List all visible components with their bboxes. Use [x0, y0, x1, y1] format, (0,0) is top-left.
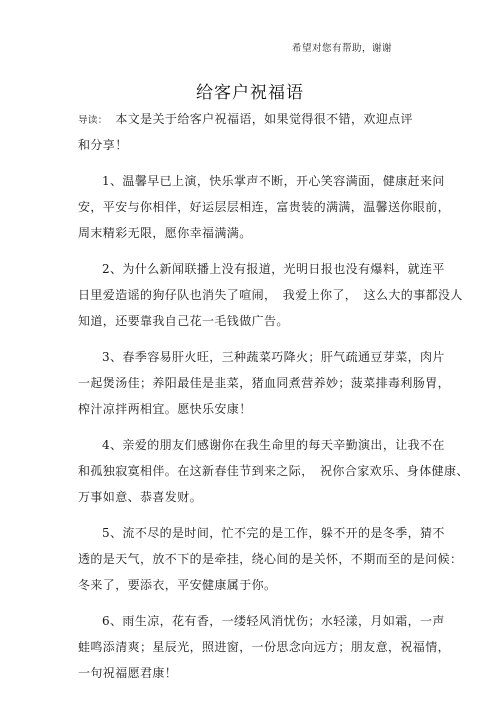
intro-line	[78, 106, 426, 132]
paragraph-line: 万事如意、恭喜发财。	[78, 490, 203, 504]
intro	[78, 106, 426, 158]
paragraph-line: 蛙鸣添清爽；星辰光，照进窗，一份思念向远方；朋友意，祝福情，	[78, 640, 451, 654]
document-body	[78, 106, 469, 686]
intro-label: 导读：	[78, 115, 103, 126]
document-title: 给客户祝福语	[196, 83, 304, 103]
paragraph-line: 一起煲汤佳；养阳最佳是韭菜，猪血同煮营养妙；菠菜排毒利肠胃，	[78, 376, 451, 390]
paragraph-line: 安，平安与你相伴，好运层层相连，富贵装的满满，温馨送你眼前，	[78, 200, 451, 214]
intro-text: 本文是关于给客户祝福语，如果觉得很不错，欢迎点评	[115, 112, 413, 126]
paragraph-line: 榨汁凉拌两相宜。愿快乐安康！	[78, 402, 252, 416]
paragraph-1	[78, 168, 451, 246]
paragraph-line: 冬来了，要添衣，平安健康属于你。	[78, 578, 277, 592]
paragraph-5	[78, 520, 463, 598]
paragraph-6	[78, 608, 451, 686]
paragraph-line: 日里爱造谣的狗仔队也消失了喧闹， 我爱上你了， 这么大的事都没人	[78, 288, 463, 302]
paragraph-gap	[78, 246, 426, 256]
paragraph-3	[78, 344, 451, 422]
paragraph-line: 一句祝福愿君康！	[78, 666, 178, 680]
header-note: 希望对您有帮助，谢谢	[292, 43, 393, 54]
paragraph-gap	[78, 422, 426, 432]
paragraph-2	[78, 256, 463, 334]
paragraph-line: 4、亲爱的朋友们感谢你在我生命里的每天辛勤演出，让我不在	[102, 438, 445, 452]
paragraph-line: 6、雨生凉，花有香，一缕轻风消忧伤；水轻漾，月如霜，一声	[102, 614, 445, 628]
paragraph-line: 2、为什么新闻联播上没有报道，光明日报也没有爆料，就连平	[102, 262, 445, 276]
paragraph-gap	[78, 598, 426, 608]
paragraph-gap	[78, 334, 426, 344]
paragraph-line: 3、春季容易肝火旺，三种蔬菜巧降火；肝气疏通豆芽菜，肉片	[102, 350, 445, 364]
paragraph-gap	[78, 158, 426, 168]
paragraph-gap	[78, 510, 426, 520]
paragraph-line: 5、流不尽的是时间，忙不完的是工作，躲不开的是冬季，猜不	[102, 526, 445, 540]
paragraph-line: 1、温馨早已上演，快乐掌声不断，开心笑容满面，健康赶来问	[102, 174, 445, 188]
paragraph-line: 周末精彩无限，愿你幸福满满。	[78, 226, 252, 240]
paragraph-line: 透的是天气，放不下的是牵挂，绕心间的是关怀，不期而至的是问候：	[78, 552, 463, 566]
intro-line: 和分享！	[78, 138, 128, 152]
paragraph-line: 和孤独寂寞相伴。在这新春佳节到来之际， 祝你合家欢乐、身体健康、	[78, 464, 469, 478]
paragraph-4	[78, 432, 469, 510]
paragraph-line: 知道，还要靠我自己花一毛钱做广告。	[78, 314, 289, 328]
